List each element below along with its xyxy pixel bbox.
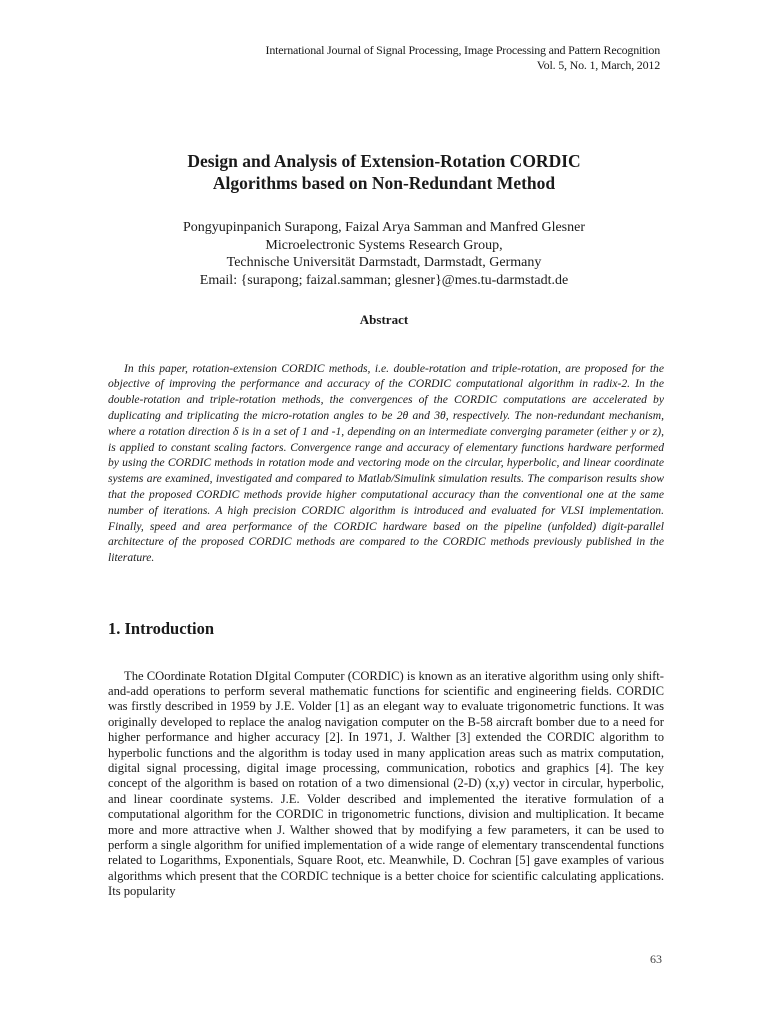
author-block [108,219,660,289]
author-names: Pongyupinpanich Surapong, Faizal Arya Samman and Manfred Glesner [182,220,586,235]
page-number: 63 [650,952,662,966]
affiliation-university: Technische Universität Darmstadt, Darmstadt, Germany [226,255,542,270]
author-email: Email: {surapong; faizal.samman; glesner}@mes.tu-darmstadt.de [199,272,569,288]
journal-volume: Vol. 5, No. 1, March, 2012 [536,58,660,72]
title-line-1: Design and Analysis of Extension-Rotation CORDIC [187,151,581,171]
journal-name: International Journal of Signal Processing, Image Processing and Pattern Recognition [265,43,660,57]
paper-title [108,150,660,194]
affiliation-group: Microelectronic Systems Research Group, [265,237,503,253]
introduction-heading: 1. Introduction [108,619,215,638]
abstract-heading: Abstract [359,312,409,327]
running-header [266,43,660,73]
introduction-paragraph: The COordinate Rotation DIgital Computer (CORDIC) is known as an iterative algorithm using only shift-and-add operations to perform several mathematic functions for scientific and engineering fields. CORDIC was firstly described in 1959 by J.E. Volder [1] as an elegant way to evaluate trigonometric functions. It was originally developed to replace the analog navigation computer on the B-58 aircraft bomber due to a need for higher performance and higher accuracy [2]. In 1971, J. Walther [3] extended the CORDIC algorithm to hyperbolic functions and the algorithm is today used in many application areas such as matrix computation, digital signal processing, digital image processing, communication, robotics and graphics [4]. The key concept of the algorithm is based on rotation of a two dimensional (2-D) (x,y) vector in circular, hyperbolic, and linear coordinate systems. J.E. Volder described and implemented the iterative formulation of a computational algorithm for the CORDIC in trigonometric functions, division and multiplication. It became more and more attractive when J. Walther showed that by modifying a few parameters, it can be used to perform a single algorithm for unified implementation of a wide range of elementary transcendental functions related to Logarithms, Exponentials, Square Root, etc. Meanwhile, D. Cochran [5] gave examples of various algorithms which present that the CORDIC technique is a better choice for scientific calculating applications. Its popularity [108,668,664,899]
title-line-2: Algorithms based on Non-Redundant Method [212,173,556,193]
abstract-text: In this paper, rotation-extension CORDIC methods, i.e. double-rotation and triple-rotation, are proposed for the objective of improving the performance and accuracy of the CORDIC computational algorithm in radix-2. In the double-rotation and triple-rotation methods, the convergences of the CORDIC computations are accelerated by duplicating and triplicating the micro-rotation angles to be 2θ and 3θ, respectively. The non-redundant mechanism, where a rotation direction δ is in a set of 1 and -1, depending on an intermediate converging parameter (either y or z), is applied to constant scaling factors. Convergence range and accuracy of elementary functions hardware performed by using the CORDIC methods in rotation mode and vectoring mode on the circular, hyperbolic, and linear coordinate systems are examined, investigated and compared to Matlab/Simulink simulation results. The comparison results show that the proposed CORDIC methods provide higher computational accuracy than the conventional one at the same number of iterations. A high precision CORDIC algorithm is introduced and evaluated for VLSI implementation. Finally, speed and area performance of the CORDIC hardware based on the pipeline (unfolded) digit-parallel architecture of the proposed CORDIC methods are compared to the CORDIC methods previously published in the literature. [108,361,664,565]
